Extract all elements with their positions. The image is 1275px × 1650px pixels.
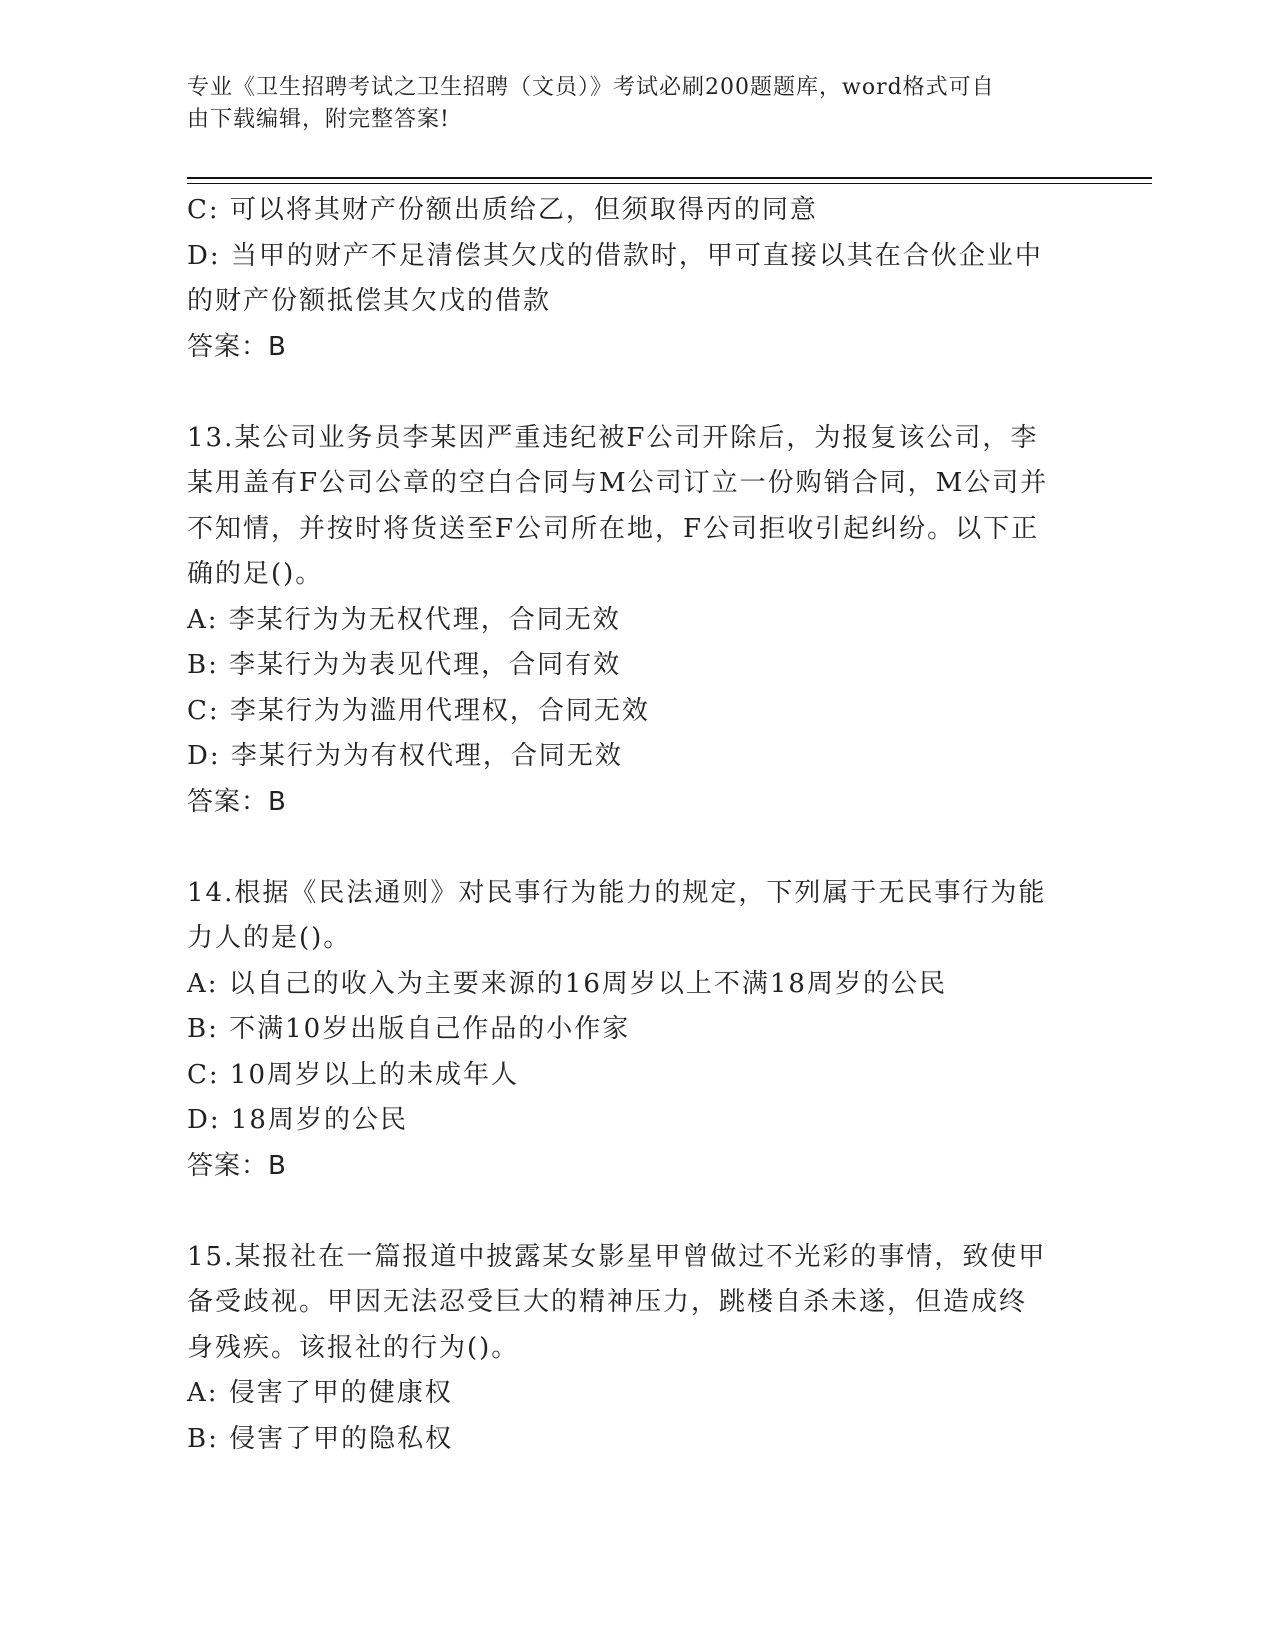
question-stem-line: 13.某公司业务员李某因严重违纪被F公司开除后，为报复该公司，李 xyxy=(187,422,1039,453)
option-a: A: 侵害了甲的健康权 xyxy=(187,1378,453,1408)
option-d: D: 18周岁的公民 xyxy=(187,1105,408,1135)
question-12-continued xyxy=(187,188,1077,370)
question-14 xyxy=(187,871,1077,1190)
question-stem-line: 确的足()。 xyxy=(187,559,324,589)
option-b: B: 李某行为为表见代理，合同有效 xyxy=(187,650,622,680)
option-a: A: 以自己的收入为主要来源的16周岁以上不满18周岁的公民 xyxy=(187,968,947,999)
answer-line: 答案：B xyxy=(187,331,287,362)
question-stem-line: 备受歧视。甲因无法忍受巨大的精神压力，跳楼自杀未遂，但造成终 xyxy=(187,1287,1028,1317)
answer-line: 答案：B xyxy=(187,1150,287,1181)
document-body xyxy=(187,188,1077,1462)
header-rule-thin xyxy=(187,183,1152,184)
question-15 xyxy=(187,1235,1077,1463)
option-c: C: 10周岁以上的未成年人 xyxy=(187,1059,520,1090)
question-stem-line: 身残疾。该报社的行为()。 xyxy=(187,1332,520,1363)
answer-line: 答案：B xyxy=(187,786,287,817)
option-b: B: 不满10岁出版自己作品的小作家 xyxy=(187,1014,631,1044)
document-header xyxy=(187,72,1067,136)
option-a: A: 李某行为为无权代理，合同无效 xyxy=(187,604,621,635)
option-d: D: 李某行为为有权代理，合同无效 xyxy=(187,741,623,771)
header-line-1: 专业《卫生招聘考试之卫生招聘（文员）》考试必刷200题题库，word格式可自 xyxy=(187,75,995,100)
question-stem-line: 某用盖有F公司公章的空白合同与M公司订立一份购销合同，M公司并 xyxy=(187,468,1049,498)
question-stem-line: 不知情，并按时将货送至F公司所在地，F公司拒收引起纠纷。以下正 xyxy=(187,513,1040,544)
question-stem-line: 15.某报社在一篇报道中披露某女影星甲曾做过不光彩的事情，致使甲 xyxy=(187,1241,1047,1272)
question-13 xyxy=(187,416,1077,826)
option-b: B: 侵害了甲的隐私权 xyxy=(187,1423,454,1454)
question-stem-line: 14.根据《民法通则》对民事行为能力的规定，下列属于无民事行为能 xyxy=(187,877,1047,908)
option-c: C: 可以将其财产份额出质给乙，但须取得丙的同意 xyxy=(187,195,818,225)
option-d: D: 当甲的财产不足清偿其欠戊的借款时，甲可直接以其在合伙企业中 xyxy=(187,240,1043,271)
question-stem-line: 力人的是()。 xyxy=(187,923,352,953)
header-rule-thick xyxy=(187,177,1152,179)
header-line-2: 由下载编辑，附完整答案! xyxy=(187,107,450,132)
question-spacer xyxy=(187,825,1077,871)
option-c: C: 李某行为为滥用代理权，合同无效 xyxy=(187,695,650,726)
question-spacer xyxy=(187,1189,1077,1235)
option-d-continued: 的财产份额抵偿其欠戊的借款 xyxy=(187,286,552,316)
question-spacer xyxy=(187,370,1077,416)
